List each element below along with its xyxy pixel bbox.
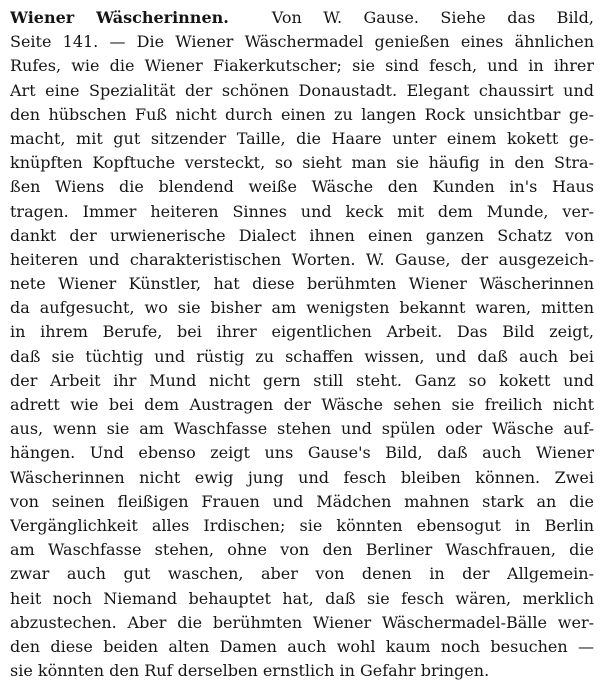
article-line: aus, wenn sie am Waschfasse stehen und spülen oder Wäsche auf- <box>10 419 594 439</box>
article-line: hängen. Und ebenso zeigt uns Gause's Bild, daß auch Wiener <box>10 443 594 463</box>
article-line: Art eine Spezialität der schönen Donaustadt. Elegant chaussirt und <box>10 80 594 100</box>
article-line-text: Von W. Gause. Siehe das Bild, <box>271 8 594 27</box>
article-line: macht, mit gut sitzender Taille, die Haare unter einem kokett ge- <box>10 128 594 148</box>
article-line: sie könnten den Ruf derselben ernstlich in Gefahr bringen. <box>10 661 490 681</box>
article-line: heit noch Niemand behauptet hat, daß sie fesch wären, merklich <box>10 588 594 608</box>
article-line: der Arbeit ihr Mund nicht gern still steht. Ganz so kokett und <box>10 370 594 390</box>
article-line: ßen Wiens die blendend weiße Wäsche den Kunden in's Haus <box>10 177 594 197</box>
article-line: Wäscherinnen nicht ewig jung und fesch bleiben können. Zwei <box>10 467 594 487</box>
article-line: abzustechen. Aber die berühmten Wiener Wäschermadel-Bälle wer- <box>10 612 594 632</box>
article-line: tragen. Immer heiteren Sinnes und keck mit dem Munde, ver- <box>10 201 594 221</box>
article-line: daß sie tüchtig und rüstig zu schaffen wissen, und daß auch bei <box>10 346 594 366</box>
article-line: zwar auch gut waschen, aber von denen in der Allgemein- <box>10 564 594 584</box>
article-line: nete Wiener Künstler, hat diese berühmten Wiener Wäscherinnen <box>10 274 594 294</box>
article <box>10 6 594 683</box>
article-line: da aufgesucht, wo sie bisher am wenigsten bekannt waren, mitten <box>10 298 594 318</box>
article-line: Rufes, wie die Wiener Fiakerkutscher; sie sind fesch, und in ihrer <box>10 56 594 76</box>
article-line: von seinen fleißigen Frauen und Mädchen mahnen stark an die <box>10 491 594 511</box>
article-line: knüpften Kopftuche versteckt, so sieht man sie häufig in den Stra- <box>10 153 594 173</box>
article-line: Vergänglichkeit alles Irdischen; sie könnten ebensogut in Berlin <box>10 515 594 535</box>
article-line: den diese beiden alten Damen auch wohl kaum noch besuchen — <box>10 636 594 656</box>
article-title: Wiener Wäscherinnen. <box>10 8 229 27</box>
article-line: adrett wie bei dem Austragen der Wäsche sehen sie freilich nicht <box>10 395 594 414</box>
article-line: den hübschen Fuß nicht durch einen zu langen Rock unsichtbar ge- <box>10 104 594 124</box>
article-line: am Waschfasse stehen, ohne von den Berliner Waschfrauen, die <box>10 540 594 560</box>
article-line: dankt der urwienerische Dialect ihnen einen ganzen Schatz von <box>10 225 594 245</box>
article-line: heiteren und charakteristischen Worten. W. Gause, der ausgezeich- <box>10 249 594 269</box>
article-line-1 <box>10 6 594 30</box>
article-line: Seite 141. — Die Wiener Wäschermadel genießen eines ähnlichen <box>10 32 594 52</box>
article-line: in ihrem Berufe, bei ihrer eigentlichen Arbeit. Das Bild zeigt, <box>10 322 594 342</box>
